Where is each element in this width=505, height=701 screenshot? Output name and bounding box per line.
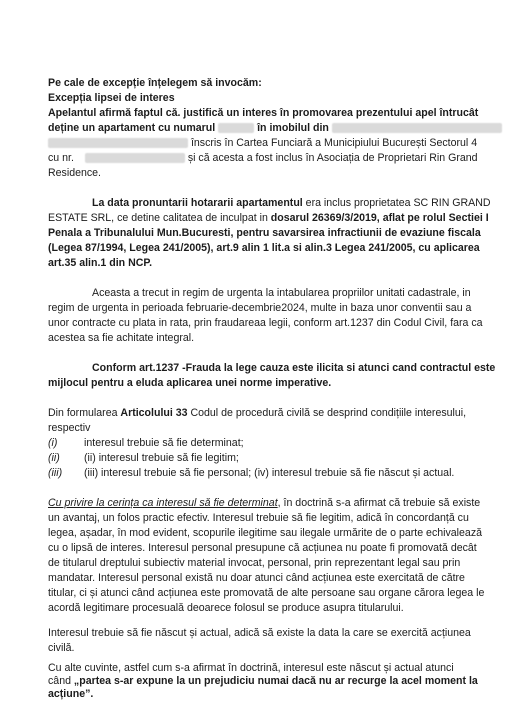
heading-exception: Excepția lipsei de interes: [48, 92, 175, 104]
text-span: deține un apartament cu numarul: [48, 122, 216, 134]
text-span: dosarul 26369/3/2019, aflat pe rolul Sectiei I: [270, 212, 489, 224]
paragraph-line: [48, 137, 477, 150]
paragraph-line: [48, 675, 478, 688]
paragraph-line: (Legea 87/1994, Legea 241/2005), art.9 alin 1 lit.a si alin.3 Legea 241/2005, cu aplicarea: [48, 242, 480, 254]
paragraph-line: Aceasta a trecut in regim de urgenta la intabularea propriilor unitati cadastrale, in: [92, 287, 471, 299]
paragraph-line: Residence.: [48, 167, 101, 179]
paragraph-line: titular, ci și atunci când acțiunea este promovată de alte persoane sau organe cărora legea le: [48, 587, 485, 599]
text-span: Cu privire la cerința ca interesul să fie determinat: [48, 497, 278, 509]
text-span: când: [48, 675, 74, 687]
paragraph-line: civilă.: [48, 642, 75, 654]
paragraph-line: regim de urgenta in perioada februarie-decembrie2024, multe in baza unor conventii sau a: [48, 302, 472, 314]
text-span: înscris în Cartea Funciară a Municipiului București Sectorul 4: [190, 137, 478, 149]
text-span: și că acesta a fost inclus în Asociația de Proprietari Rin Grand: [187, 152, 478, 164]
paragraph-line: de titularul dreptului subiectiv material invocat, personal, prin reprezentant legal sau prin: [48, 557, 461, 569]
paragraph-line: [48, 152, 478, 165]
text-span: ESTATE SRL, ce detine calitatea de inculpat in: [48, 212, 271, 224]
text-span: La data pronuntarii hotararii apartamentul: [92, 197, 303, 209]
text-span: era inclus proprietatea SC RIN GRAND: [302, 197, 491, 209]
paragraph-line: mijlocul pentru a eluda aplicarea unei norme imperative.: [48, 377, 332, 389]
paragraph-line: acestea sa fie achitate integral.: [48, 332, 195, 344]
paragraph-line: legea, așadar, în mod evident, scopurile ilegitime sau ilegale urmărite de o parte echivalează: [48, 527, 483, 539]
heading-invocation: Pe cale de excepție înțelegem să invocăm:: [48, 77, 262, 89]
paragraph-line: acordă legitimare procesuală deoarece folosul se produce asupra titularului.: [48, 602, 404, 614]
paragraph-line: [92, 197, 491, 210]
paragraph-line: [48, 122, 502, 135]
paragraph-line: acțiune”.: [48, 688, 94, 700]
list-item-number: (iii): [48, 467, 63, 479]
paragraph-line: Apelantul afirmă faptul că. justifică un interes în promovarea prezentului apel întrucât: [48, 107, 479, 119]
paragraph-line: art.35 alin.1 din NCP.: [48, 257, 153, 269]
text-span: Codul de procedură civilă se desprind condițiile interesului,: [187, 407, 467, 419]
paragraph-line: [48, 212, 489, 225]
redacted-address: [332, 123, 502, 133]
text-span: cu nr.: [48, 152, 74, 164]
text-span: , în doctrină s-a afirmat că trebuie să existe: [277, 497, 481, 509]
paragraph-line: [48, 497, 480, 510]
list-item-text: interesul trebuie să fie determinat;: [84, 437, 244, 449]
list-item-number: (i): [48, 437, 58, 449]
paragraph-line: Conform art.1237 -Frauda la lege cauza este ilicita si atunci cand contractul este: [92, 362, 496, 374]
paragraph-line: cu o lipsă de interes. Interesul personal presupune că acțiunea nu poate fi promovată decât: [48, 542, 477, 554]
paragraph-line: Penala a Tribunalului Mun.Bucuresti, pentru savarsirea infractiunii de evaziune fiscala: [48, 227, 481, 239]
redacted-address-cont: [48, 138, 188, 148]
list-item-number: (ii): [48, 452, 60, 464]
paragraph-line: mandatar. Interesul personal există nu doar atunci când acțiunea este exercitată de către: [48, 572, 465, 584]
list-item-text: (iii) interesul trebuie să fie personal; (iv) interesul trebuie să fie născut și actual.: [84, 467, 455, 479]
text-span: „partea s-ar expune la un prejudiciu numai dacă nu ar recurge la acel moment la: [73, 675, 478, 687]
paragraph-line: respectiv: [48, 422, 91, 434]
paragraph-line: Interesul trebuie să fie născut și actual, adică să existe la data la care se exercită acțiunea: [48, 627, 471, 639]
list-item-text: (ii) interesul trebuie să fie legitim;: [84, 452, 239, 464]
paragraph-line: [48, 407, 466, 420]
redacted-cadastral-number: [85, 153, 185, 163]
paragraph-line: un avantaj, un folos practic efectiv. Interesul trebuie să fie legitim, adică în concordanță cu: [48, 512, 469, 524]
text-span: Articolului 33: [120, 407, 188, 419]
redacted-apartment-number: [218, 123, 254, 133]
text-span: Din formularea: [48, 407, 121, 419]
paragraph-line: Cu alte cuvinte, astfel cum s-a afirmat în doctrină, interesul este născut și actual atunci: [48, 662, 454, 674]
text-span: în imobilul din: [257, 122, 329, 134]
paragraph-line: unor contracte cu plata in rata, prin fraudareaa legii, conform art.1237 din Codul Civil, fara ca: [48, 317, 483, 329]
